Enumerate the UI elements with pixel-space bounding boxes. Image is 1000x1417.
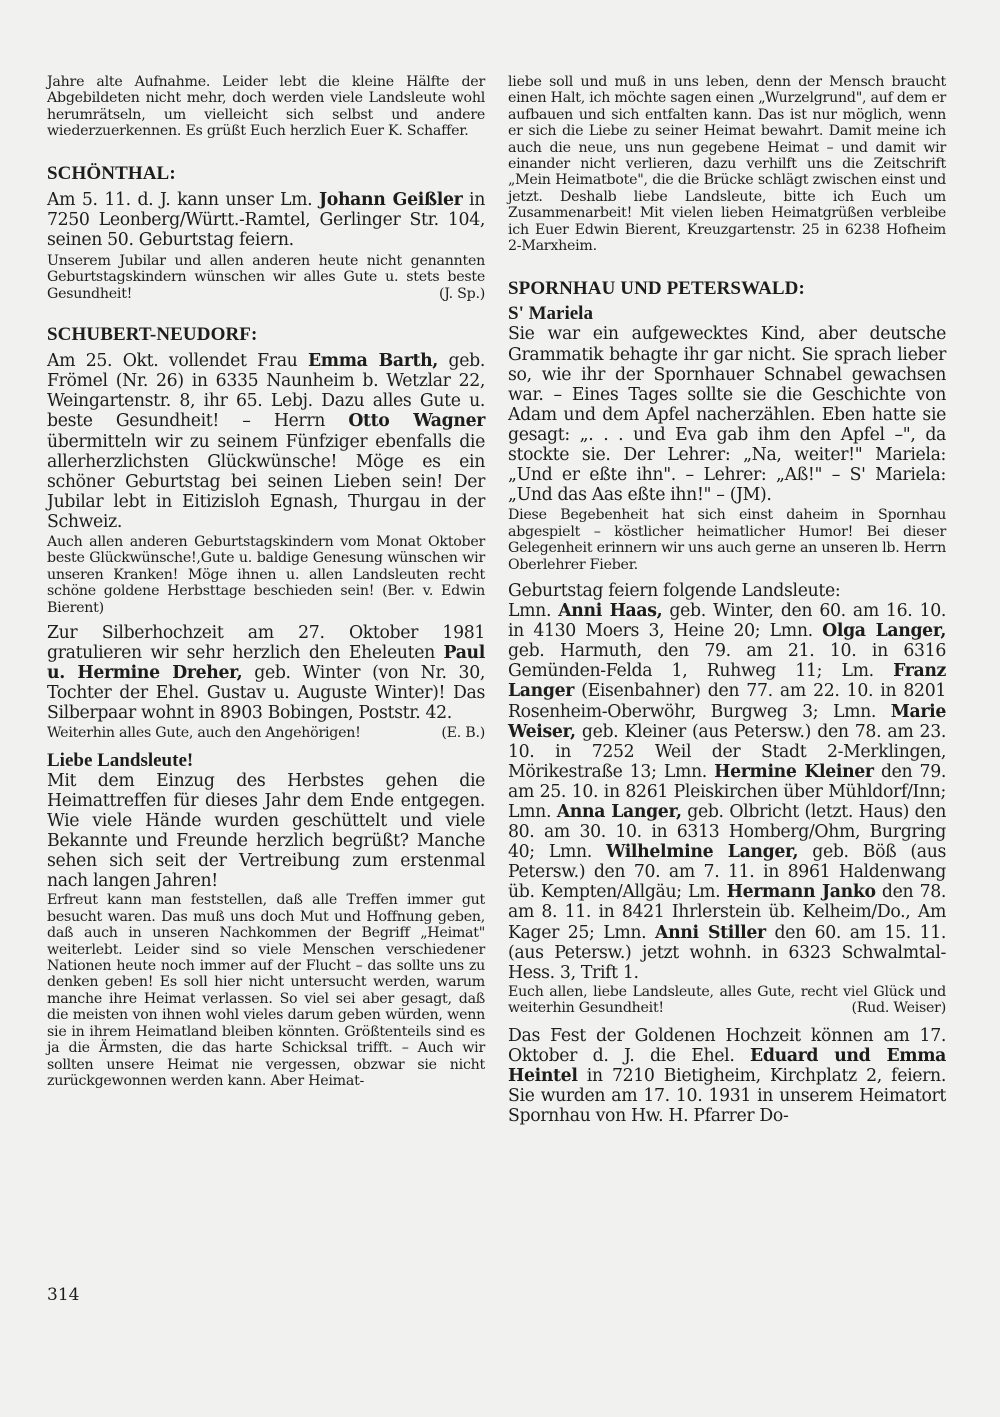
text-run: Lmn. <box>769 621 823 642</box>
birthdays-intro: Geburtstag feiern folgende Landsleute: <box>508 580 841 601</box>
person-name: Paul u. Hermine Dreher, <box>47 643 485 684</box>
liebe-paragraph-1: Mit dem Einzug des Herbstes gehen die Heimattreffen für dieses Jahr dem Ende entgegen. Wie viele Hände wurden geschüttelt und viele Bekannte und Freunde herzlich begrüßt? Manche sehen sich seit der Vertreibung zum erstenmal nach langen Jahren! <box>47 770 485 892</box>
section-heading-schoenthal: SCHÖNTHAL: <box>47 162 176 184</box>
section-heading-liebe-landsleute: Liebe Landsleute! <box>47 749 194 771</box>
signature: (Rud. Weiser) <box>851 1000 946 1017</box>
section-heading-spornhau: SPORNHAU UND PETERSWALD: <box>508 278 805 300</box>
schubert-paragraph-3 <box>47 623 485 723</box>
text-run: übermitteln wir zu seinem Fünfziger ebenfalls die allerherzlichsten Glückwünsche! Möge es ein schöner Geburtstag bei seinen Lieben sein! Der Jubilar lebt in Eitizisloh Egnash, Thurgau in der Schweiz. <box>47 431 485 532</box>
schubert-paragraph-4 <box>47 725 485 741</box>
person-name: Olga Langer, <box>822 621 946 642</box>
continuation-paragraph: liebe soll und muß in uns leben, denn der Mensch braucht einen Halt, ich möchte sagen einen „Wurzelgrund", auf dem er aufbauen und sich entfalten kann. Das ist nur möglich, wenn er sich die Liebe zu seiner Heimat bewahrt. Damit meine ich auch die neue, uns nun gegebene Heimat – und damit wir einander nicht verlieren, dazu verhilft uns die Zeitschrift „Mein Heimatbote", die die Brücke schlägt zwischen einst und jetzt. Deshalb liebe Landsleute, bitte ich Euch um Zusammenarbeit! Mit vielen lieben Heimatgrüßen verbleibe ich Euer Edwin Bierent, Kreuzgartenstr. 25 in 6238 Hofheim 2-Marxheim. <box>508 74 946 255</box>
text-run: geb. Winter, den 60. am 16. 10. in 4130 Moers 3, Heine 20; <box>508 601 946 642</box>
person-name: Anni Haas, <box>558 601 663 622</box>
text-run: Lmn. <box>603 922 656 943</box>
golden-wedding-paragraph <box>508 1026 946 1126</box>
text-run: (Eisenbahner) den 77. am 22. 10. in 8201 Rosenheim-Oberwöhr, Burgweg 3; <box>508 681 946 722</box>
intro-paragraph: Jahre alte Aufnahme. Leider lebt die kleine Hälfte der Abgebildeten nicht mehr, doch werden viele Landsleute wohl herumrätseln, um vielleicht sich selbst und andere wiederzuerkennen. Es grüßt Euch herzlich Euer K. Schaffer. <box>47 74 485 140</box>
right-column <box>508 74 946 1126</box>
story-note: Diese Begebenheit hat sich einst daheim in Spornhau abgespielt – köstlicher heimatlicher Humor! Bei dieser Gelegenheit erinnern wir uns auch gerne an unseren lb. Herrn Oberlehrer Fieber. <box>508 507 946 573</box>
signature: (J. Sp.) <box>439 285 485 302</box>
text-run: Weiterhin alles Gute, auch den Angehörigen! <box>47 725 361 742</box>
text-run: den 78. am 8. 11. in 8421 Ihrlerstein üb. Kelheim/Do., Am Kager 25; <box>508 882 947 943</box>
text-run: den 60. am 15. 11. (aus Petersw.) jetzt wohnh. in 6323 Schwalmtal-Hess. 3, Trift 1. <box>508 922 947 983</box>
text-run: Lmn. <box>663 761 715 782</box>
text-run: Lm. <box>688 882 727 903</box>
page-number: 314 <box>47 1285 80 1305</box>
section-heading-schubert-neudorf: SCHUBERT-NEUDORF: <box>47 324 258 346</box>
text-run: geb. Böß (aus Petersw.) den 70. am 7. 11. in 8961 Haldenwang üb. Kempten/Allgäu; <box>508 842 947 903</box>
left-column <box>47 74 485 1089</box>
story-paragraph: Sie war ein aufgewecktes Kind, aber deutsche Grammatik behagte ihr gar nicht. Sie sprach lieber so, wie ihr der Spornhauer Schnabel gewachsen war. – Eines Tages sollte sie die Geschichte von Adam und dem Apfel nacherzählen. Eben hatte sie gesagt: „. . . und Eva gab ihm den Apfel –", da stockte sie. Der Lehrer: „Na, weiter!" Mariela: „Und er eßte ihn". – Lehrer: „Aß!" – S' Mariela: „Und das Aas eßte ihn!" – (JM). <box>508 324 946 506</box>
birthdays-list <box>508 601 946 983</box>
text-run: Am 5. 11. d. J. kann unser Lm. <box>47 189 319 210</box>
text-run: geb. Harmuth, den 79. am 21. 10. in 6316 Gemünden-Felda 1, Ruhweg 11; <box>508 641 946 682</box>
person-name: Eduard und Emma Heintel <box>508 1045 946 1086</box>
liebe-paragraph-2: Erfreut kann man feststellen, daß alle Treffen immer gut besucht waren. Das muß uns doch Mut und Hoffnung geben, daß auch in unseren Nachkommen der Begriff „Heimat" weiterlebt. Leider sind so viele Menschen verschiedener Nationen heute noch immer auf der Flucht – das sollte uns zu denken geben! Es soll hier nicht untersucht werden, warum manche ihre Heimat verlassen. So viel sei aber gesagt, daß die meisten von ihnen wohl vieles darum geben würden, wenn sie in ihrem Heimatland bleiben könnten. Größtenteils sind es ja die Ärmsten, die das harte Schicksal trifft. – Auch wir sollten unsere Heimat nie vergessen, obzwar sie nicht zurückgewonnen werden kann. Aber Heimat- <box>47 892 485 1089</box>
text-run: Lmn. <box>508 601 559 622</box>
person-name: Anna Langer, <box>556 801 682 822</box>
text-run: Euch allen, liebe Landsleute, alles Gute, recht viel Glück und weiterhin Gesundheit! <box>508 983 946 1017</box>
person-name: Wilhelmine Langer, <box>605 842 799 863</box>
person-name: Johann Geißler <box>318 189 463 210</box>
person-name: Marie Weiser, <box>508 701 946 742</box>
text-run: geb. Winter (von Nr. 30, Tochter der Ehel. Gustav u. Auguste Winter)! Das Silberpaar wohnt in 8903 Bobingen, Poststr. 42. <box>47 663 485 724</box>
text-run: Unserem Jubilar und allen anderen heute nicht genannten Geburtstagskindern wünschen wir alles Gute u. stets beste Gesundheit! <box>47 252 485 302</box>
signature: (E. B.) <box>441 725 485 742</box>
text-run: Lmn. <box>508 801 557 822</box>
person-name: Emma Barth, <box>307 351 438 372</box>
schoenthal-paragraph-2 <box>47 253 485 302</box>
text-run: geb. Olbricht (letzt. Haus) den 80. am 30. 10. in 6313 Homberg/Ohm, Burgring 40; <box>508 801 946 863</box>
person-name: Franz Langer <box>508 661 947 702</box>
person-name: Anni Stiller <box>655 922 766 943</box>
text-run: Lmn. <box>832 701 891 722</box>
text-run: Zur Silberhochzeit am 27. Oktober 1981 gratulieren wir sehr herzlich den Eheleuten <box>47 623 485 664</box>
text-run: Lm. <box>841 661 894 682</box>
text-run: in 7210 Bietigheim, Kirchplatz 2, feiern. Sie wurden am 17. 10. 1931 in unserem Heimatort Spornhau von Hw. H. Pfarrer Do- <box>508 1065 946 1126</box>
text-run: Das Fest der Goldenen Hochzeit können am 17. Oktober d. J. die Ehel. <box>508 1025 946 1066</box>
text-run: geb. Frömel (Nr. 26) in 6335 Naunheim b. Wetzlar 22, Weingartenstr. 8, ihr 65. Lebj. Dazu alles Gute u. beste Gesundheit! – Herrn <box>47 351 485 432</box>
text-run: geb. Kleiner (aus Petersw.) den 78. am 23. 10. in 7252 Weil der Stadt 2-Merklingen, Mörikestraße 13; <box>508 721 946 782</box>
person-name: Hermann Janko <box>726 882 876 903</box>
text-run: den 79. am 25. 10. in 8261 Pleiskirchen über Mühldorf/Inn; <box>508 761 946 802</box>
person-name: Hermine Kleiner <box>714 761 874 782</box>
schubert-paragraph-1 <box>47 351 485 532</box>
text-run: Lmn. <box>548 842 606 863</box>
schoenthal-paragraph-1 <box>47 190 485 250</box>
schubert-paragraph-2: Auch allen anderen Geburtstagskindern vom Monat Oktober beste Glückwünsche!,Gute u. baldige Genesung wünschen wir unseren Kranken! Möge ihnen u. allen Landsleuten recht schöne goldene Herbsttage beschieden sein! (Ber. v. Edwin Bierent) <box>47 533 485 616</box>
person-name: Otto Wagner <box>348 411 486 432</box>
text-run: in 7250 Leonberg/Württ.-Ramtel, Gerlinger Str. 104, seinen 50. Geburtstag feiern. <box>47 189 485 250</box>
text-run: Am 25. Okt. vollendet Frau <box>47 351 308 372</box>
birthday-wishes <box>508 984 946 1017</box>
story-title: S' Mariela <box>508 303 593 325</box>
